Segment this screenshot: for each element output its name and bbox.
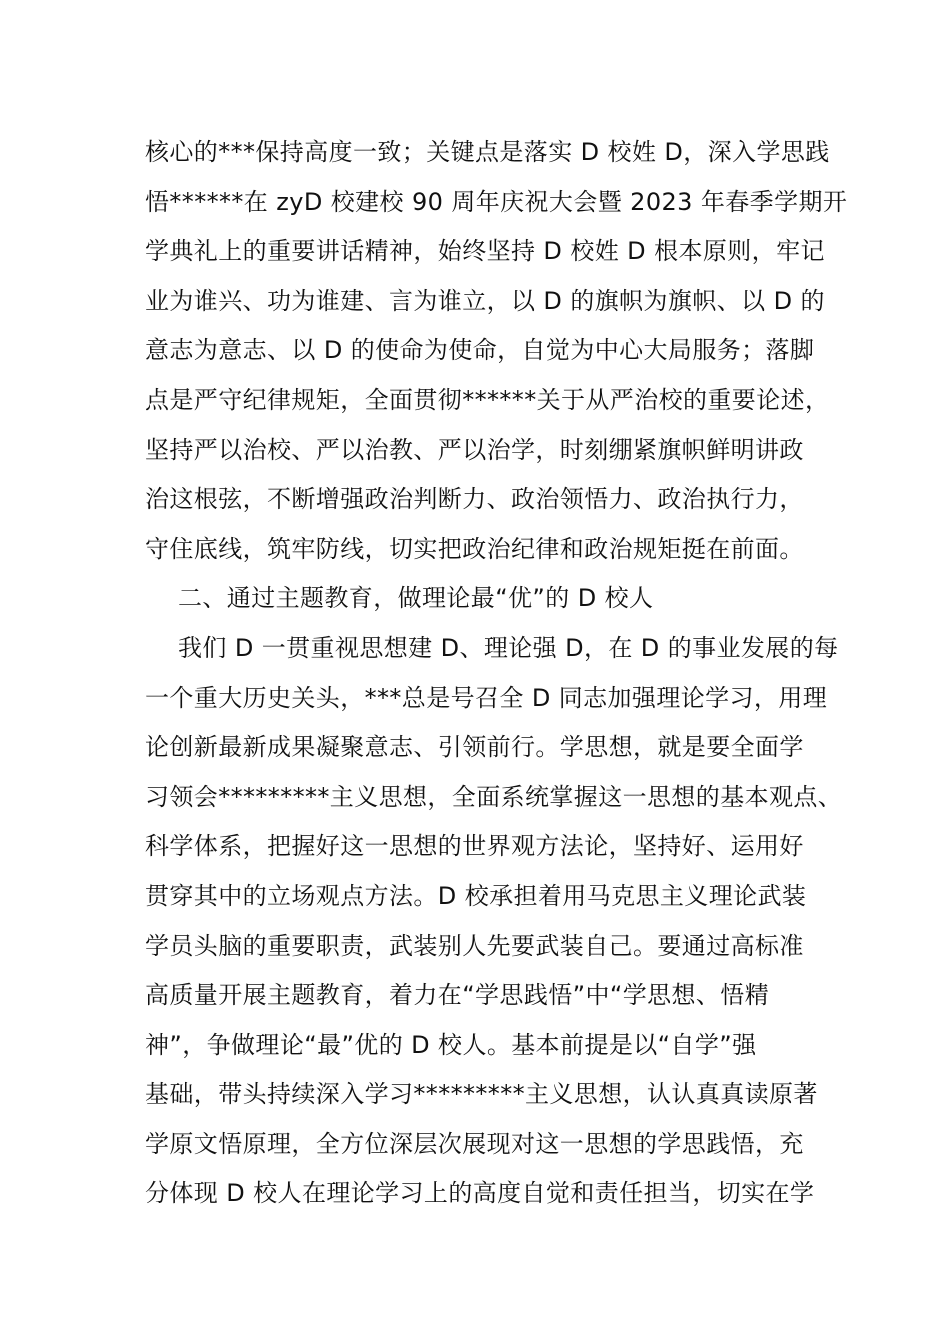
text-line: 基础，带头持续深入学习*********主义思想，认认真真读原著 xyxy=(145,1080,818,1109)
paragraph-first-line: 我们 D 一贯重视思想建 D、理论强 D，在 D 的事业发展的每 xyxy=(178,633,839,662)
text-line: 科学体系，把握好这一思想的世界观方法论，坚持好、运用好 xyxy=(145,832,804,861)
text-line: 学员头脑的重要职责，武装别人先要武装自己。要通过高标准 xyxy=(145,931,804,960)
text-line: 守住底线，筑牢防线，切实把政治纪律和政治规矩挺在前面。 xyxy=(145,534,804,563)
text-line: 高质量开展主题教育，着力在“学思践悟”中“学思想、悟精 xyxy=(145,981,770,1010)
text-line: 坚持严以治校、严以治教、严以治学，时刻绷紧旗帜鲜明讲政 xyxy=(145,435,804,464)
text-line: 悟******在 zyD 校建校 90 周年庆祝大会暨 2023 年春季学期开 xyxy=(145,187,848,216)
text-line: 论创新最新成果凝聚意志、引领前行。学思想，就是要全面学 xyxy=(145,733,804,762)
text-line: 治这根弦，不断增强政治判断力、政治领悟力、政治执行力， xyxy=(145,485,804,514)
text-line: 一个重大历史关头，***总是号召全 D 同志加强理论学习，用理 xyxy=(145,683,828,712)
document-body xyxy=(145,128,848,1219)
text-line: 学原文悟原理，全方位深层次展现对这一思想的学思践悟，充 xyxy=(145,1129,804,1158)
text-line: 贯穿其中的立场观点方法。D 校承担着用马克思主义理论武装 xyxy=(145,881,807,910)
text-line: 分体现 D 校人在理论学习上的高度自觉和责任担当，切实在学 xyxy=(145,1179,815,1208)
section-heading: 二、通过主题教育，做理论最“优”的 D 校人 xyxy=(178,584,654,613)
text-line: 习领会*********主义思想，全面系统掌握这一思想的基本观点、 xyxy=(145,782,843,811)
text-line: 学典礼上的重要讲话精神，始终坚持 D 校姓 D 根本原则，牢记 xyxy=(145,237,825,266)
text-line: 核心的***保持高度一致；关键点是落实 D 校姓 D，深入学思践 xyxy=(145,138,830,166)
text-line: 意志为意志、以 D 的使命为使命，自觉为中心大局服务；落脚 xyxy=(145,336,815,365)
text-line: 神”，争做理论“最”优的 D 校人。基本前提是以“自学”强 xyxy=(145,1030,757,1059)
text-line: 业为谁兴、功为谁建、言为谁立，以 D 的旗帜为旗帜、以 D 的 xyxy=(145,286,825,315)
text-line: 点是严守纪律规矩，全面贯彻******关于从严治校的重要论述， xyxy=(145,385,830,414)
